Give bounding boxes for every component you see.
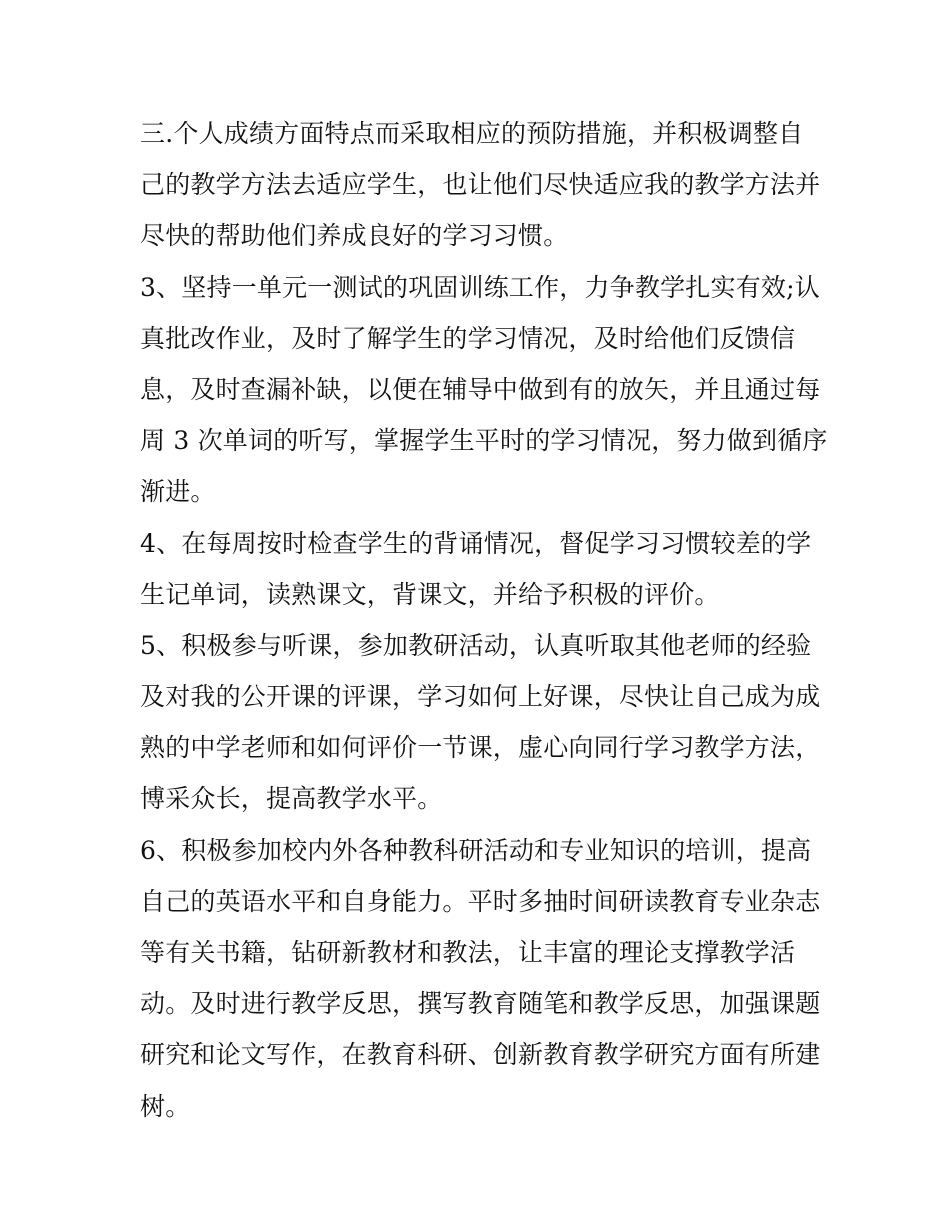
text-line: 真批改作业，及时了解学生的学习情况，及时给他们反馈信	[140, 323, 796, 353]
text-line: 三.个人成绩方面特点而采取相应的预防措施，并积极调整自	[140, 119, 804, 148]
text-line: 6、积极参加校内外各种教科研活动和专业知识的培训，提高	[140, 835, 812, 865]
text-line: 5、积极参与听课，参加教研活动，认真听取其他老师的经验	[140, 630, 812, 660]
text-line: 4、在每周按时检查学生的背诵情况，督促学习习惯较差的学	[140, 528, 812, 558]
text-line: 息，及时查漏补缺，以便在辅导中做到有的放矢，并且通过每	[140, 374, 821, 404]
text-line: 生记单词，读熟课文，背课文，并给予积极的评价。	[140, 579, 720, 609]
paragraph-section-3-continued	[140, 108, 821, 262]
text-line: 尽快的帮助他们养成良好的学习习惯。	[140, 221, 569, 251]
text-line: 动。及时进行教学反思，撰写教育随笔和教学反思，加强课题	[140, 989, 821, 1019]
text-line: 等有关书籍，钻研新教材和教法，让丰富的理论支撑教学活	[140, 938, 796, 967]
text-line: 研究和论文写作，在教育科研、创新教育教学研究方面有所建	[140, 1040, 821, 1070]
paragraph-item-4	[140, 518, 816, 620]
paragraph-item-6	[140, 825, 821, 1132]
text-line: 己的教学方法去适应学生，也让他们尽快适应我的教学方法并	[140, 170, 821, 200]
text-line: 周 3 次单词的听写，掌握学生平时的学习情况，努力做到循序	[140, 426, 828, 456]
document-body	[140, 108, 828, 1132]
text-line: 树。	[140, 1091, 191, 1121]
paragraph-item-3	[140, 262, 828, 518]
text-line: 3、坚持一单元一测试的巩固训练工作，力争教学扎实有效;认	[140, 272, 820, 302]
text-line: 博采众长，提高教学水平。	[140, 784, 443, 814]
paragraph-item-5	[140, 620, 821, 825]
text-line: 熟的中学老师和如何评价一节课，虚心向同行学习教学方法，	[140, 733, 821, 763]
text-line: 自己的英语水平和自身能力。平时多抽时间研读教育专业杂志	[140, 886, 821, 916]
text-line: 渐进。	[140, 477, 216, 507]
text-line: 及对我的公开课的评课，学习如何上好课，尽快让自己成为成	[140, 682, 821, 712]
